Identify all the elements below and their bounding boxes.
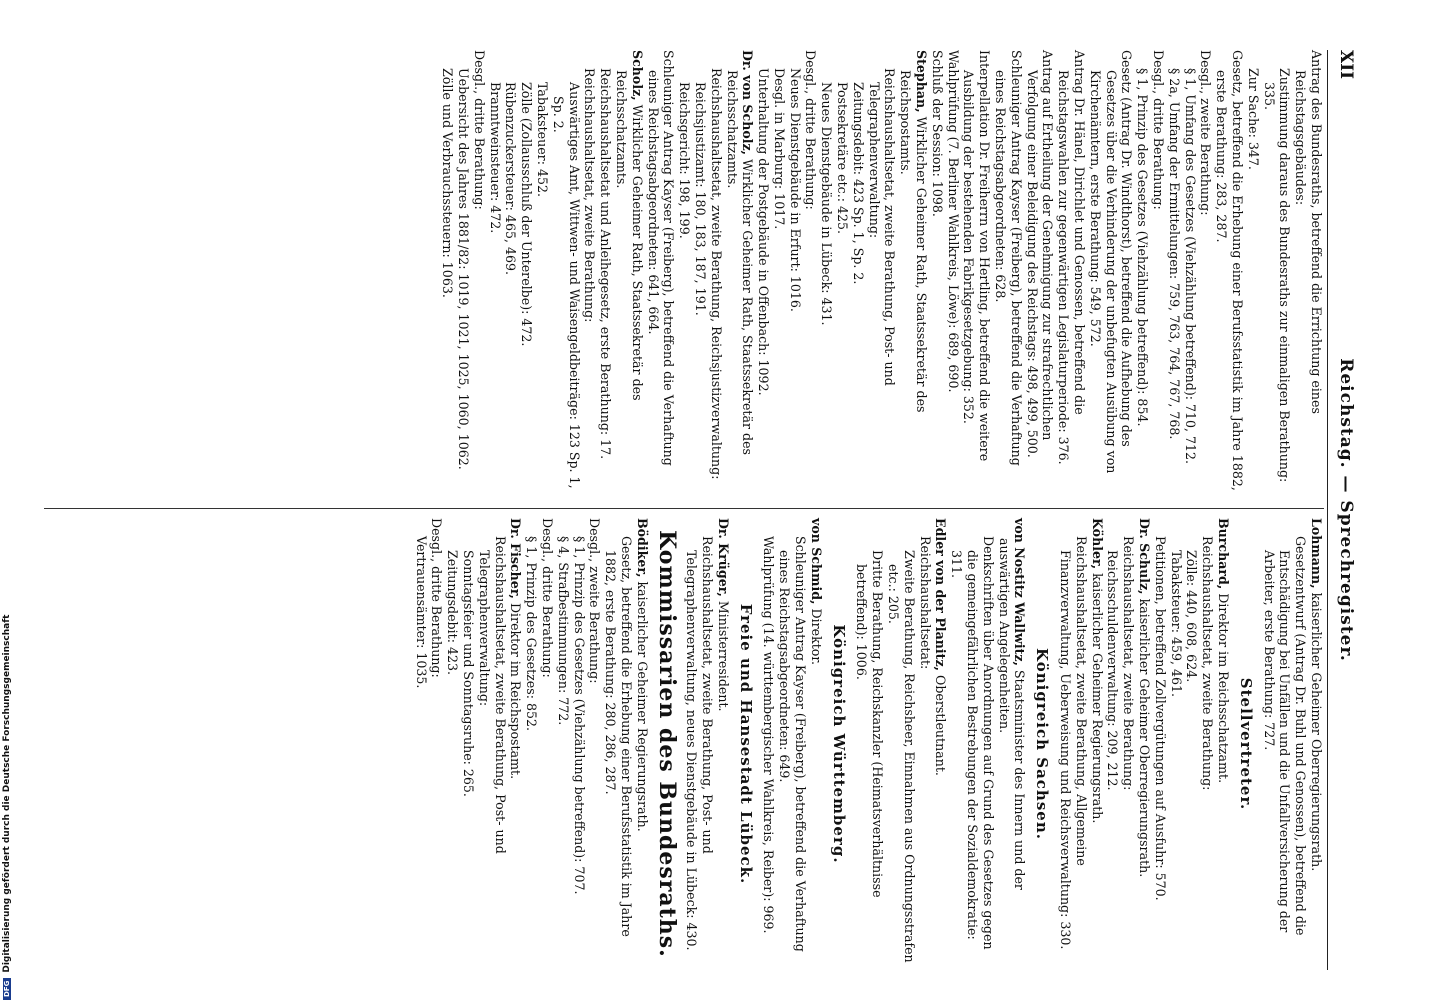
- index-entry: [803, 50, 819, 502]
- entry-text: Schluß der Session: 1098.: [929, 50, 945, 217]
- entry-text: Zur Sache: 347.: [1245, 68, 1261, 170]
- index-entry: [550, 50, 582, 502]
- index-entry: [866, 50, 898, 502]
- index-entry: [1150, 50, 1166, 502]
- right-column: [413, 518, 1324, 970]
- speaker-name: Stephan,: [914, 50, 930, 113]
- index-entry: [996, 518, 1028, 970]
- index-entry: [755, 50, 771, 502]
- entry-text: Gesetz (Antrag Dr. Windthorst), betreffend die Aufhebung des Gesetzes über die Verhinderung der unbefugten Ausübung von Kirchenämtern, erste Berathung: 549, 572.: [1087, 50, 1135, 474]
- index-entry: [634, 518, 650, 970]
- speaker-name: Burchard,: [1216, 518, 1232, 590]
- index-entry: [587, 518, 603, 970]
- index-entry: [897, 50, 929, 502]
- index-entry: [948, 518, 995, 970]
- index-entry: [850, 50, 866, 502]
- index-entry: [724, 50, 756, 502]
- speaker-name: Edler von der Planitz,: [933, 518, 949, 672]
- digitization-credit: [2, 0, 12, 1000]
- index-entry: [555, 518, 571, 970]
- index-entry: [503, 50, 519, 502]
- index-entry: [715, 518, 731, 970]
- index-entry: [1261, 518, 1308, 970]
- entry-text: Desgl., dritte Berathung:: [429, 518, 445, 678]
- entry-text: § 1, Prinzip des Gesetzes (Viehzählung betreffend): 854.: [1135, 68, 1151, 427]
- entry-text: Zeitungsdebit: 423.: [445, 550, 461, 675]
- speaker-name: Dr. Krüger,: [715, 518, 731, 597]
- index-entry: [933, 518, 949, 970]
- entry-text: kaiserlicher Geheimer Regierungsrath.: [634, 581, 650, 832]
- entry-text: Desgl., dritte Berathung:: [539, 518, 555, 678]
- index-entry: [676, 50, 692, 502]
- index-entry: [613, 50, 645, 502]
- index-entry: [834, 50, 850, 502]
- index-entry: [1120, 518, 1136, 970]
- index-entry: [777, 518, 809, 970]
- entry-text: Wirklicher Geheimer Rath, Staatssekretär des Reichsschatzamts.: [724, 70, 756, 455]
- index-entry: [413, 518, 429, 970]
- index-entry: [1166, 50, 1182, 502]
- index-entry: [534, 50, 550, 502]
- section-heading: Kommissarien des Bundesraths.: [653, 530, 680, 958]
- index-entry: [1105, 518, 1121, 970]
- index-entry: [929, 50, 945, 502]
- entry-text: Desgl. in Marburg: 1017.: [771, 68, 787, 230]
- entry-text: Reichshaushaltsetat, zweite Berathung, Post- und Telegraphenverwaltung:: [476, 536, 508, 854]
- entry-text: Gesetz, betreffend die Erhebung einer Berufsstatistik im Jahre 1882, erste Berathung: 280, 286, 287.: [603, 536, 634, 937]
- entry-text: Zeitungsdebit: 423 Sp. 1, Sp. 2.: [850, 82, 866, 285]
- index-entry: [582, 50, 598, 502]
- entry-text: Gesetzentwurf (Antrag Dr. Buhl und Genossen), betreffend die Entschädigung bei Unfällen und die Unfallversicherung der Arbeiter, erste Berathung: 727.: [1261, 536, 1309, 936]
- entry-text: Zölle: 440, 608, 624.: [1184, 550, 1200, 683]
- speaker-name: Dr. Schulz,: [1137, 518, 1153, 595]
- entry-text: § 1, Umfang des Gesetzes (Viehzählung betreffend): 710, 712.: [1182, 68, 1198, 465]
- entry-text: Antrag Dr. Hänel, Dirichlet und Genossen, betreffend die Reichstagswahlen zur gegenwärtigen Legislaturperiode: 376.: [1056, 50, 1088, 465]
- entry-text: Auswärtiges Amt, Wittwen- und Waisengeldbeiträge: 123 Sp. 1, Sp. 2.: [550, 82, 582, 489]
- index-entry: [444, 518, 460, 970]
- entry-text: Rübenzuckersteuer: 465, 469.: [503, 82, 519, 276]
- entry-text: Direktor.: [808, 608, 824, 666]
- speaker-name: Scholz,: [629, 50, 645, 101]
- entry-text: Reichshaushaltsetat und Anleihegesetz, erste Berathung: 17.: [598, 68, 614, 460]
- entry-text: Tabaksteuer: 459, 461.: [1168, 550, 1184, 698]
- speaker-name: Lohmann,: [1309, 518, 1324, 589]
- entry-text: Reichshaushaltsetat:: [917, 536, 933, 670]
- index-entry: [1261, 50, 1293, 502]
- index-entry: [708, 50, 724, 502]
- index-entry: [1136, 518, 1152, 970]
- index-entry: [854, 518, 886, 970]
- speaker-name: Bödiker,: [634, 518, 650, 578]
- entry-text: kaiserlicher Geheimer Oberregierungsrath.: [1309, 592, 1324, 872]
- entry-text: Zölle (Zollausschluß der Unterelbe): 472.: [519, 82, 535, 347]
- entry-text: Reichsschuldenverwaltung: 209, 212.: [1105, 550, 1121, 791]
- index-entry: [1087, 50, 1134, 502]
- entry-text: Gesetz, betreffend die Erhebung einer Berufsstatistik im Jahre 1882, erste Berathung: 283, 287.: [1214, 50, 1246, 491]
- index-entry: [961, 50, 993, 502]
- entry-text: Postsekretäre etc.: 425.: [835, 82, 851, 234]
- section-heading: Freie und Hansestadt Lübeck.: [736, 603, 755, 885]
- entry-text: Neues Dienstgebäude in Erfurt: 1016.: [787, 68, 803, 312]
- page-header: [1330, 50, 1356, 970]
- index-entry: [885, 518, 917, 970]
- credit-text: Digitalisierung gefördert durch die Deutsche Forschungsgemeinschaft: [2, 614, 12, 973]
- index-entry: [1245, 50, 1261, 502]
- rotated-page: [56, 50, 1356, 970]
- index-entry: [945, 50, 961, 502]
- index-entry: [476, 518, 508, 970]
- entry-text: Reichshaushaltsetat, zweite Berathung, Post- und Telegraphenverwaltung, neues Dienstgebäude in Lübeck: 430.: [684, 536, 716, 951]
- entry-text: Wahlprüfung (7. Berliner Wahlkreis, Löwe): 689, 690.: [945, 50, 961, 393]
- index-entry: [761, 518, 777, 970]
- index-entry: [1213, 50, 1245, 502]
- speaker-name: Köhler,: [1089, 518, 1105, 570]
- index-entry: [1292, 50, 1324, 502]
- entry-text: Reichshaushaltsetat, zweite Berathung:: [582, 68, 598, 323]
- entry-text: Dritte Berathung, Reichskanzler (Heimatsverhältnisse betreffend): 1006.: [854, 550, 886, 898]
- entry-text: Staatsminister des Innern und der auswärtigen Angelegenheiten.: [996, 538, 1028, 890]
- entry-text: Sonntagsfeier und Sonntagsruhe: 265.: [460, 550, 476, 797]
- entry-text: Wirklicher Geheimer Rath, Staatssekretär des Reichspostamts.: [898, 70, 930, 413]
- index-entry: [992, 50, 1024, 502]
- entry-text: Vertrauensämter: 1035.: [413, 536, 429, 689]
- index-entry: [518, 50, 534, 502]
- entry-text: Direktor im Reichspostamt.: [508, 602, 524, 780]
- entry-text: kaiserlicher Geheimer Regierungsrath.: [1089, 573, 1105, 824]
- entry-text: Branntweinsteuer: 472.: [487, 82, 503, 234]
- index-entry: [1057, 518, 1089, 970]
- index-entry: [917, 518, 933, 970]
- index-entry: [508, 518, 524, 970]
- index-entry: [487, 50, 503, 502]
- entry-text: Reichshaushaltsetat, zweite Berathung:: [1200, 536, 1216, 791]
- index-entry: [460, 518, 476, 970]
- entry-text: Direktor im Reichsschatzamt.: [1216, 593, 1232, 784]
- index-entry: [1184, 518, 1200, 970]
- entry-text: Neues Dienstgebäude in Lübeck: 431.: [819, 82, 835, 326]
- entry-text: Ministerresident.: [715, 600, 731, 712]
- entry-text: Oberstleutnant.: [933, 675, 949, 776]
- entry-text: Zölle und Verbrauchssteuern: 1063.: [440, 68, 456, 298]
- entry-text: Schleuniger Antrag Kayser (Freiberg), betreffend die Verhaftung eines Reichstagsabgeordneten: 649.: [777, 536, 809, 952]
- entry-text: Desgl., dritte Berathung:: [803, 50, 819, 210]
- dfg-logo: DFG: [3, 978, 11, 1000]
- entry-text: Desgl., dritte Berathung:: [471, 50, 487, 210]
- entry-text: Uebersicht des Jahres 1881/82: 1019, 1021, 1025, 1060, 1062.: [455, 68, 471, 470]
- entry-text: Petitionen, betreffend Zollvergütungen auf Ausfuhr: 570.: [1152, 536, 1168, 901]
- index-entry: [429, 518, 445, 970]
- index-entry: [602, 518, 634, 970]
- index-entry: [1182, 50, 1198, 502]
- entry-text: § 1, Prinzip des Gesetzes (Viehzählung betreffend): 707.: [571, 536, 587, 895]
- index-entry: [808, 518, 824, 970]
- header-rule: [1327, 50, 1328, 970]
- entry-text: Desgl., dritte Berathung:: [1151, 50, 1167, 210]
- entry-text: Reichsjustizamt: 180, 183, 187, 191.: [692, 82, 708, 316]
- index-entry: [455, 50, 471, 502]
- index-entry: [539, 518, 555, 970]
- entry-text: § 4, Strafbestimmungen: 772.: [555, 536, 571, 726]
- index-entry: [787, 50, 803, 502]
- entry-text: Unterhaltung der Postgebäude in Offenbach: 1092.: [756, 68, 772, 396]
- entry-text: Desgl., zweite Berathung:: [1198, 50, 1214, 216]
- entry-text: Reichsgericht: 198, 199.: [677, 82, 693, 239]
- speaker-name: Dr. von Scholz,: [740, 50, 756, 156]
- speaker-name: von Nostitz Wallwitz,: [1012, 518, 1028, 666]
- entry-text: § 2a, Umfang der Ermittelungen: 759, 763, 764, 767, 768.: [1166, 68, 1182, 440]
- speaker-name: Dr. Fischer,: [508, 518, 524, 599]
- index-entry: [571, 518, 587, 970]
- entry-text: Zustimmung daraus des Bundesraths zur einmaligen Berathung: 335.: [1261, 68, 1293, 483]
- page-number: XII: [1336, 50, 1356, 80]
- entry-text: Tabaksteuer: 452.: [534, 82, 550, 197]
- entry-text: Schleuniger Antrag Kayser (Freiberg), betreffend die Verhaftung eines Reichstagsabgeordneten: 628.: [993, 50, 1024, 466]
- index-entry: [439, 50, 455, 502]
- entry-text: Interpellation Dr. Freiherrn von Hertling, betreffend die weitere Ausbildung der bestehenden Fabrikgesetzgebung: 352.: [961, 50, 993, 462]
- index-entry: [1308, 518, 1324, 970]
- entry-text: Reichshaushaltsetat, zweite Berathung, Post- und Telegraphenverwaltung:: [866, 68, 898, 386]
- index-entry: [1055, 50, 1087, 502]
- entry-text: Antrag des Bundesraths, betreffend die Errichtung eines Reichstagsgebäudes:: [1293, 50, 1324, 414]
- entry-text: Denkschriften über Anordnungen auf Grund des Gesetzes gegen die gemeingefährlichen Bestrebungen der Sozialdemokratie: 311.: [949, 536, 996, 950]
- index-entry: [597, 50, 613, 502]
- index-entry: [1215, 518, 1231, 970]
- index-entry: [1152, 518, 1168, 970]
- section-heading: Stellvertreter.: [1236, 677, 1255, 811]
- entry-text: Reichshaushaltsetat, zweite Berathung, Allgemeine Finanzverwaltung, Ueberweisung und Reichsverwaltung: 330.: [1058, 536, 1089, 950]
- entry-text: kaiserlicher Geheimer Oberregierungsrath.: [1137, 598, 1153, 878]
- index-entry: [1024, 50, 1056, 502]
- entry-text: Schleuniger Antrag Kayser (Freiberg), betreffend die Verhaftung eines Reichstagsabgeordneten: 641, 664.: [645, 50, 677, 466]
- entry-text: Reichshaushaltsetat, zweite Berathung, Reichsjustizverwaltung:: [708, 68, 724, 480]
- left-column: [439, 50, 1324, 502]
- column-divider: [44, 508, 1324, 509]
- index-entry: [1198, 50, 1214, 502]
- index-entry: [684, 518, 716, 970]
- index-entry: [771, 50, 787, 502]
- section-heading: Königreich Württemberg.: [829, 624, 848, 864]
- index-entry: [1199, 518, 1215, 970]
- entry-text: Wirklicher Geheimer Rath, Staatssekretär des Reichsschatzamts.: [613, 70, 645, 401]
- entry-text: § 1, Prinzip des Gesetzes: 852.: [524, 536, 540, 731]
- index-entry: [645, 50, 677, 502]
- index-entry: [1134, 50, 1150, 502]
- index-entry: [819, 50, 835, 502]
- index-entry: [471, 50, 487, 502]
- index-entry: [1089, 518, 1105, 970]
- index-entry: [1168, 518, 1184, 970]
- entry-text: Zweite Berathung, Reichsheer, Einnahmen aus Ordnungsstrafen etc.: 205.: [886, 550, 917, 963]
- section-heading: Königreich Sachsen.: [1033, 648, 1052, 840]
- running-head: Reichstag. — Sprechregister.: [1336, 358, 1356, 662]
- entry-text: Desgl., zweite Berathung:: [587, 518, 603, 684]
- entry-text: Wahlprüfung (14. württembergischer Wahlkreis, Reiber): 969.: [761, 536, 777, 934]
- speaker-name: von Schmid,: [808, 518, 824, 605]
- entry-text: Antrag auf Ertheilung der Genehmigung zur strafrechtlichen Verfolgung einer Beleidigung des Reichstags: 498, 499, 500.: [1024, 50, 1056, 458]
- entry-text: Reichshaushaltsetat, zweite Berathung:: [1121, 536, 1137, 791]
- index-entry: [523, 518, 539, 970]
- index-entry: [692, 50, 708, 502]
